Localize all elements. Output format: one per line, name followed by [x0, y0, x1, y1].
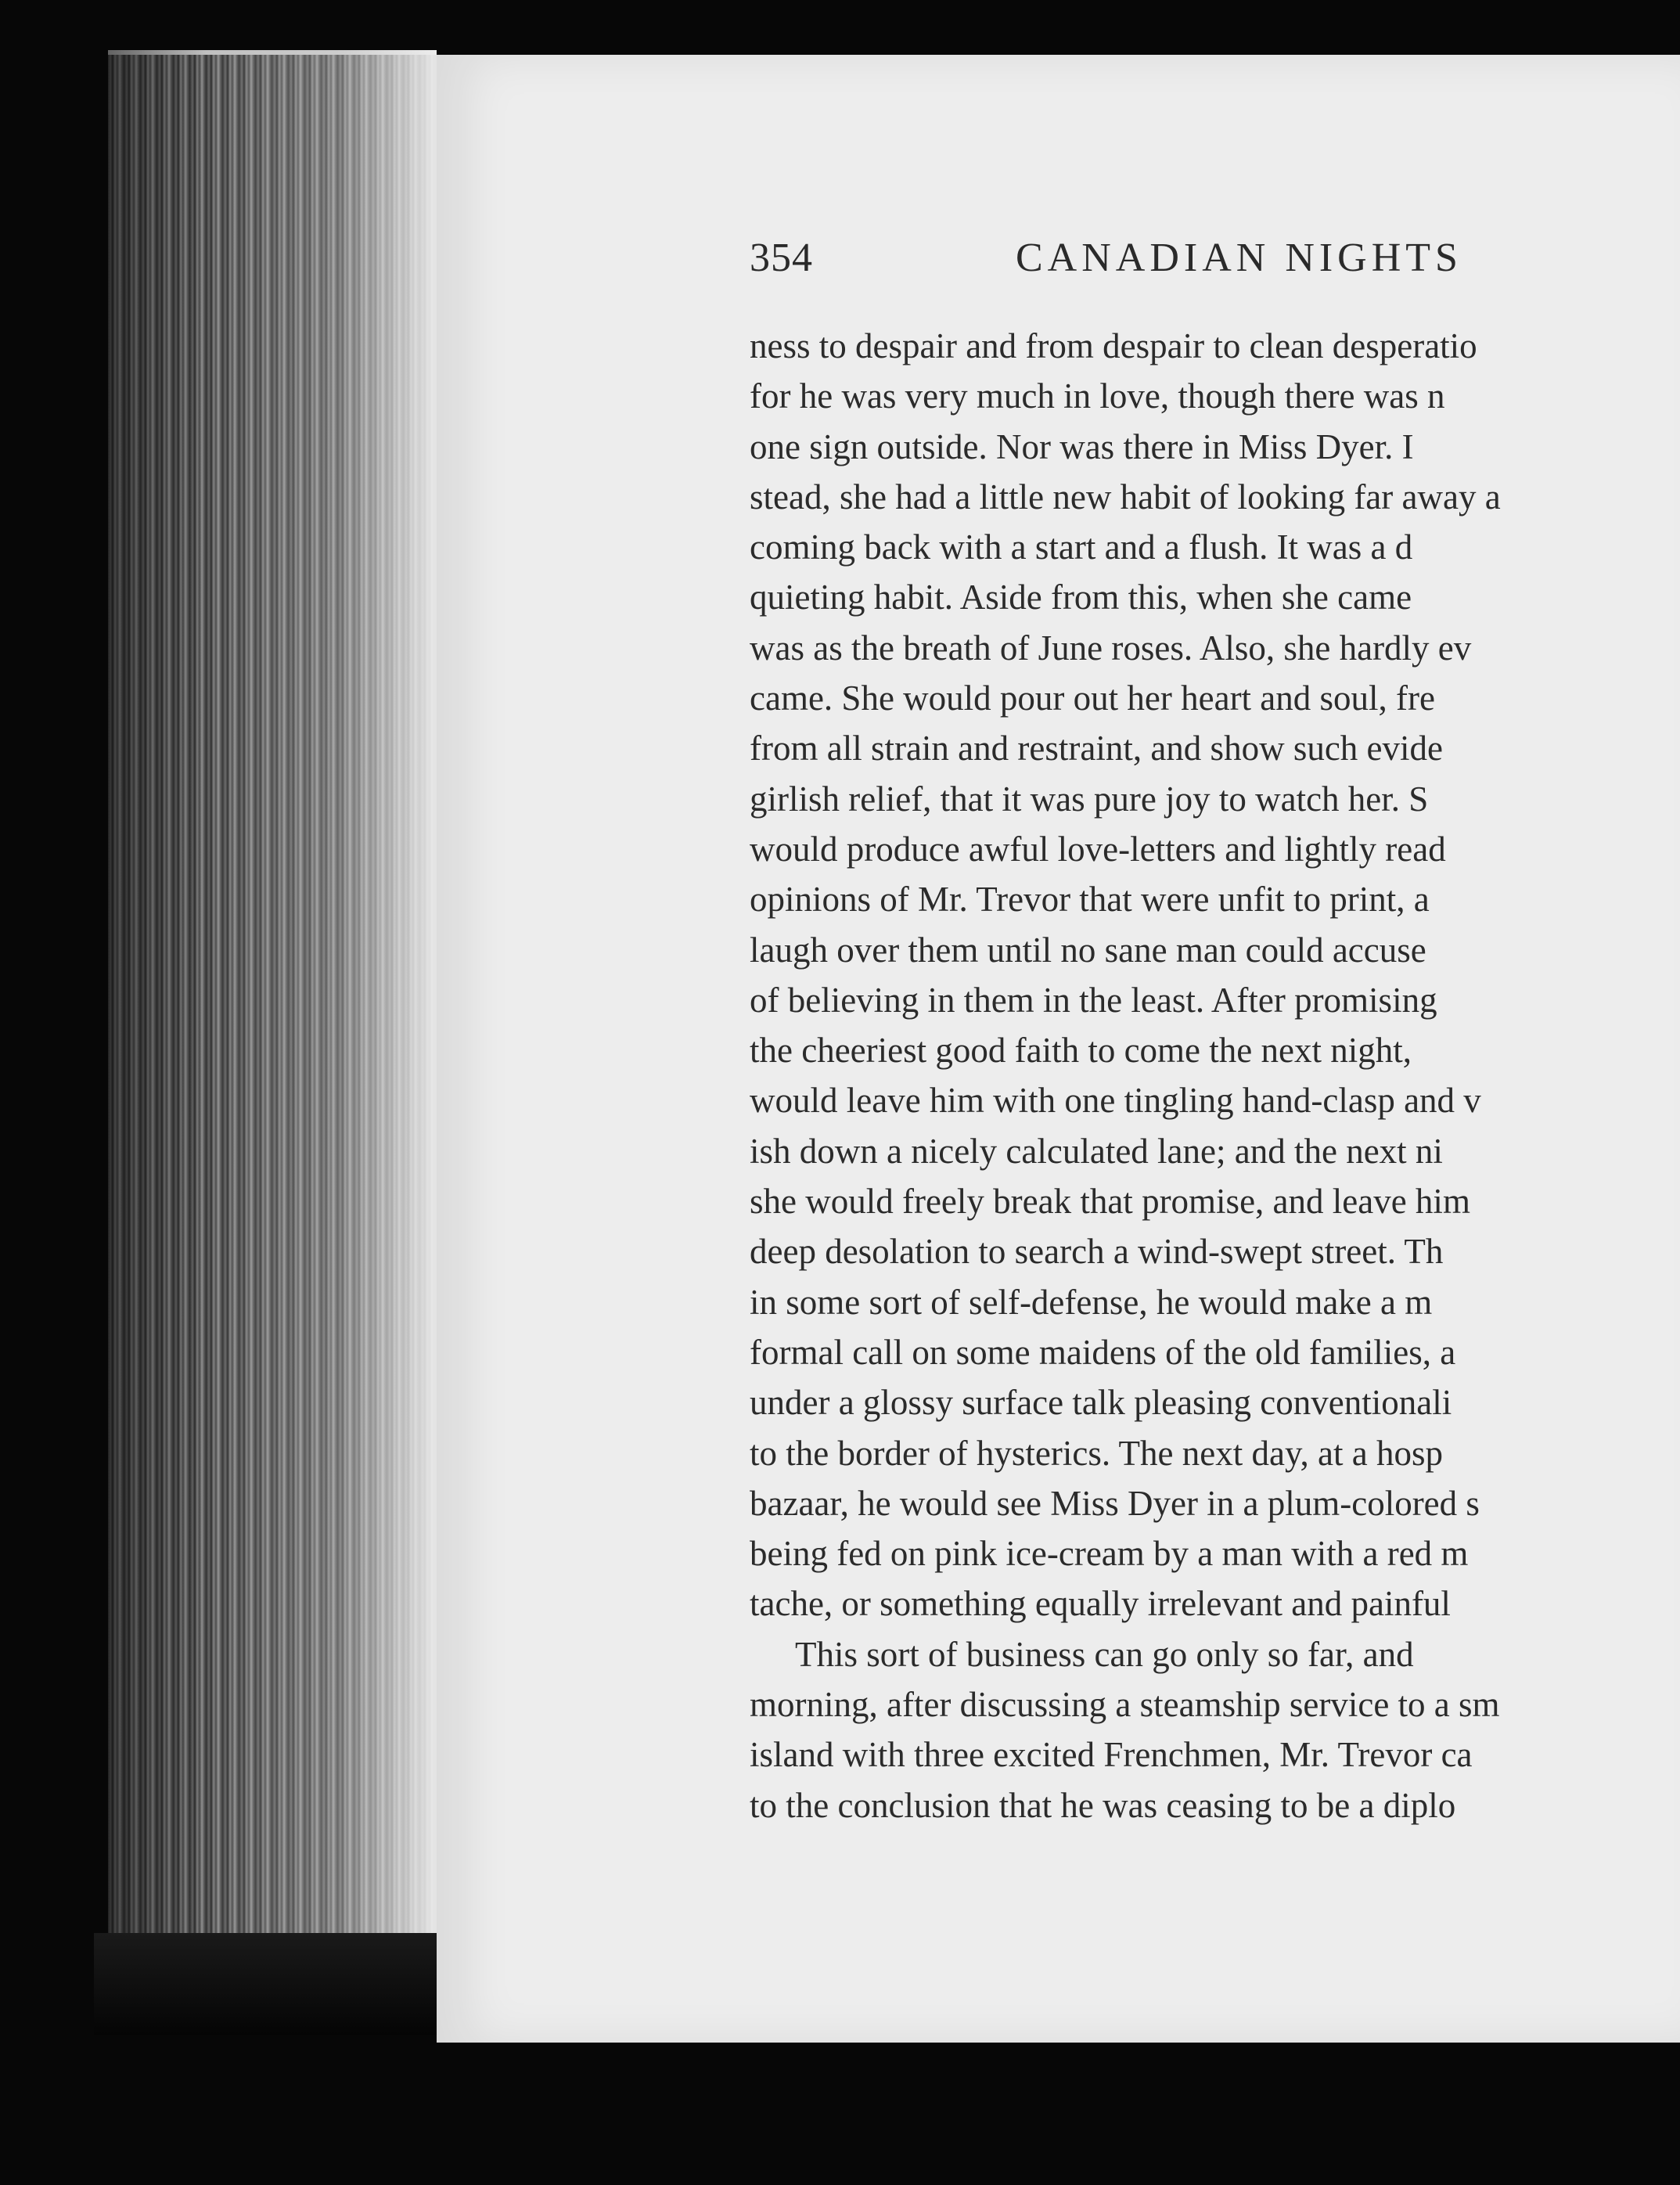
text-line: from all strain and restraint, and show such evide	[750, 729, 1444, 769]
text-line: under a glossy surface talk pleasing conventionali	[750, 1383, 1452, 1423]
text-line: bazaar, he would see Miss Dyer in a plum-colored s	[750, 1483, 1480, 1523]
text-line: formal call on some maidens of the old families, a	[750, 1332, 1456, 1372]
text-line: she would freely break that promise, and leave him	[750, 1182, 1470, 1222]
text-line: girlish relief, that it was pure joy to watch her. S	[750, 779, 1429, 819]
text-line: one sign outside. Nor was there in Miss Dyer. I	[750, 427, 1414, 466]
text-line: stead, she had a little new habit of looking far away a	[750, 477, 1501, 517]
book-page	[437, 55, 1680, 2043]
text-line: for he was very much in love, though there was n	[750, 376, 1445, 416]
text-line: would produce awful love-letters and lightly read	[750, 829, 1446, 869]
text-line: ish down a nicely calculated lane; and the next ni	[750, 1131, 1443, 1171]
text-line: being fed on pink ice-cream by a man with a red m	[750, 1534, 1469, 1574]
text-line: morning, after discussing a steamship service to a sm	[750, 1685, 1500, 1725]
text-line: the cheeriest good faith to come the next night,	[750, 1031, 1412, 1071]
page-number: 354	[750, 236, 813, 280]
text-line: ness to despair and from despair to clean desperatio	[750, 326, 1477, 365]
text-line: came. She would pour out her heart and soul, fre	[750, 679, 1435, 718]
text-line: island with three excited Frenchmen, Mr. Trevor ca	[750, 1735, 1473, 1775]
fore-edge-shading	[108, 50, 437, 1944]
text-line-paragraph-start: This sort of business can go only so far, and	[795, 1634, 1414, 1674]
text-line: in some sort of self-defense, he would make a m	[750, 1282, 1433, 1322]
running-title: CANADIAN NIGHTS	[1016, 236, 1462, 280]
text-line: quieting habit. Aside from this, when she came	[750, 578, 1412, 617]
body-text	[750, 321, 1680, 1830]
text-line: would leave him with one tingling hand-clasp and v	[750, 1081, 1481, 1121]
text-line: tache, or something equally irrelevant and painful	[750, 1584, 1451, 1624]
text-line: coming back with a start and a flush. It was a d	[750, 527, 1413, 567]
text-line: was as the breath of June roses. Also, she hardly ev	[750, 628, 1472, 668]
text-line: opinions of Mr. Trevor that were unfit to print, a	[750, 880, 1430, 920]
text-line: of believing in them in the least. After promising	[750, 980, 1437, 1020]
text-line: deep desolation to search a wind-swept street. Th	[750, 1232, 1444, 1272]
text-line: to the conclusion that he was ceasing to be a diplo	[750, 1785, 1456, 1825]
text-line: to the border of hysterics. The next day, at a hosp	[750, 1433, 1444, 1473]
text-line: laugh over them until no sane man could accuse	[750, 930, 1426, 970]
book-bottom-edge	[94, 1933, 438, 2035]
